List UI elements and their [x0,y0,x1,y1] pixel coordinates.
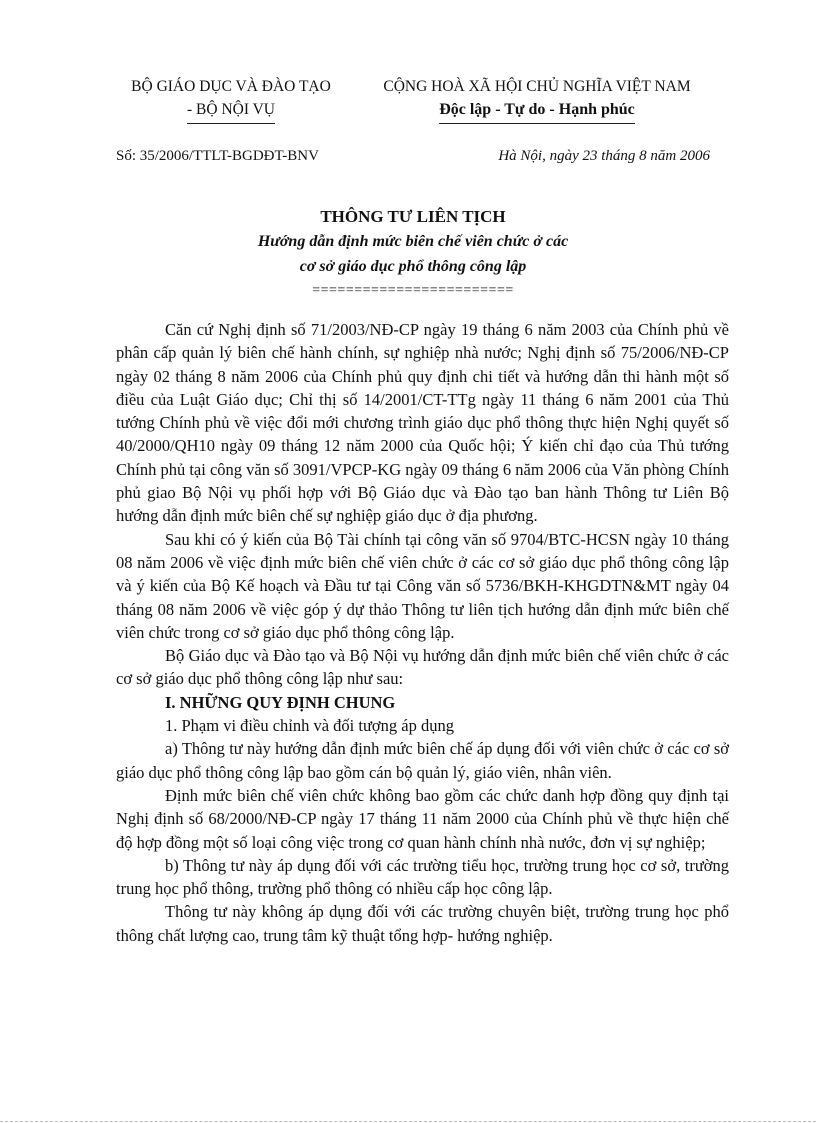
paragraph-scope-a: a) Thông tư này hướng dẫn định mức biên chế áp dụng đối với viên chức ở các cơ sở giáo dục phổ thông công lập bao gồm cán bộ quản lý, giáo viên, nhân viên. [116,739,729,782]
motto: Độc lập - Tự do - Hạnh phúc [439,98,635,124]
country-name: CỘNG HOÀ XÃ HỘI CHỦ NGHĨA VIỆT NAM [383,78,691,95]
reference-line [116,148,710,170]
page-bottom-border [0,1121,816,1122]
document-body [116,318,729,947]
agency-name-2: - BỘ NỘI VỤ [187,98,275,124]
document-date: Hà Nội, ngày 23 tháng 8 năm 2006 [498,148,710,164]
paragraph-exclusions: Định mức biên chế viên chức không bao gồm các chức danh hợp đồng quy định tại Nghị định số 68/2000/NĐ-CP ngày 17 tháng 11 năm 2000 của Chính phủ về thực hiện chế độ hợp đồng một số loại công việc trong cơ quan hành chính nhà nước, đơn vị sự nghiệp; [116,785,729,852]
paragraph-scope-b: b) Thông tư này áp dụng đối với các trường tiểu học, trường trung học cơ sở, trường trung học phổ thông, trường phổ thông có nhiều cấp học công lập. [116,855,729,899]
document-title: THÔNG TƯ LIÊN TỊCH [320,207,506,226]
agency-name: BỘ GIÁO DỤC VÀ ĐÀO TẠO [131,78,331,95]
issuing-agency [116,76,346,124]
document-subtitle-1: Hướng dẫn định mức biên chế viên chức ở các [257,233,569,250]
section-heading: I. NHỮNG QUY ĐỊNH CHUNG [165,692,396,712]
subsection-heading: 1. Phạm vi điều chỉnh và đối tượng áp dụng [165,716,454,736]
paragraph-not-applicable: Thông tư này không áp dụng đối với các trường chuyên biệt, trường trung học phổ thông chất lượng cao, trung tâm kỹ thuật tổng hợp- hướng nghiệp. [116,902,729,945]
paragraph-consultation: Sau khi có ý kiến của Bộ Tài chính tại công văn số 9704/BTC-HCSN ngày 10 tháng 08 năm 2006 về việc định mức biên chế viên chức ở các cơ sở giáo dục phổ thông công lập và ý kiến của Bộ Kế hoạch và Đầu tư tại Công văn số 5736/BKH-KHGDTN&MT ngày 04 tháng 08 năm 2006 về việc góp ý dự thảo Thông tư liên tịch hướng dẫn định mức biên chế viên chức trong cơ sở giáo dục phổ thông công lập. [116,529,729,642]
document-subtitle-2: cơ sở giáo dục phổ thông công lập [299,258,527,275]
paragraph-legal-basis: Căn cứ Nghị định số 71/2003/NĐ-CP ngày 19 tháng 6 năm 2003 của Chính phủ về phân cấp quản lý biên chế hành chính, sự nghiệp nhà nước; Nghị định số 75/2006/NĐ-CP ngày 02 tháng 8 năm 2006 của Chính phủ quy định chi tiết và hướng dẫn thi hành một số điều của Luật Giáo dục; Chỉ thị số 14/2001/CT-TTg ngày 11 tháng 6 năm 2001 của Thủ tướng Chính phủ về việc đổi mới chương trình giáo dục phổ thông thực hiện Nghị quyết số 40/2000/QH10 ngày 09 tháng 12 năm 2000 của Quốc hội; Ý kiến chỉ đạo của Thủ tướng Chính phủ tại công văn số 3091/VPCP-KG ngày 09 tháng 6 năm 2006 của Văn phòng Chính phủ giao Bộ Nội vụ phối hợp với Bộ Giáo dục và Đào tạo ban hành Thông tư Liên Bộ hướng dẫn định mức biên chế sự nghiệp giáo dục ở địa phương. [116,320,729,526]
title-divider: ======================== [312,283,514,298]
national-motto [362,76,712,124]
paragraph-introduction: Bộ Giáo dục và Đào tạo và Bộ Nội vụ hướng dẫn định mức biên chế viên chức ở các cơ sở giáo dục phổ thông công lập như sau: [116,646,729,689]
document-number: Số: 35/2006/TTLT-BGDĐT-BNV [116,148,319,164]
title-block [116,205,710,301]
